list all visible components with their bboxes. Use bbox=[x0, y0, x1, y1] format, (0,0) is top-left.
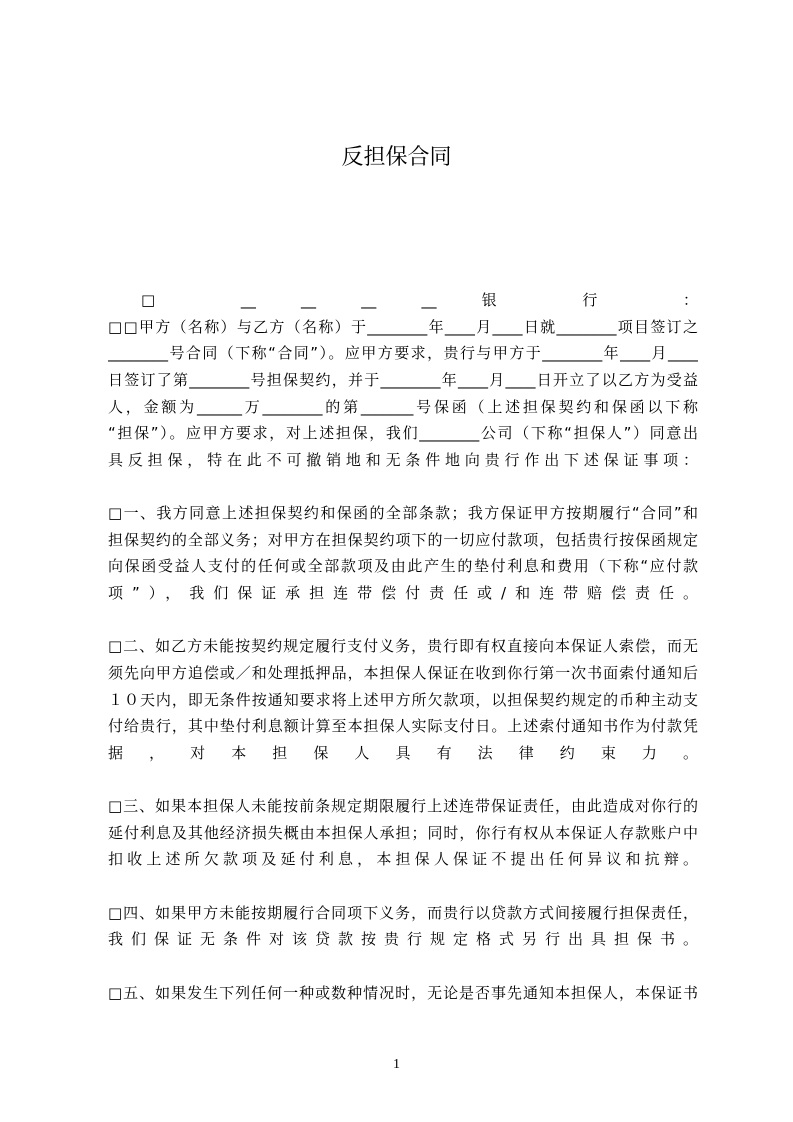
paragraph-line: 项”），我们保证承担连带偿付责任或/和连带赔偿责任。 bbox=[108, 584, 698, 603]
paragraph-line: 向保函受益人支付的任何或全部款项及由此产生的垫付利息和费用（下称“应付款 bbox=[108, 557, 698, 576]
document-body bbox=[108, 287, 698, 1006]
paragraph-line: 扣收上述所欠款项及延付利息，本担保人保证不提出任何异议和抗辩。 bbox=[108, 850, 698, 869]
paragraph-line: 我们保证无条件对该贷款按贵行规定格式另行出具担保书。 bbox=[108, 930, 698, 949]
salutation-line: □ __ __ __ __ 银 行 ： bbox=[141, 291, 698, 309]
paragraph-line: 延付利息及其他经济损失概由本担保人承担；同时，你行有权从本保证人存款账户中 bbox=[108, 823, 698, 842]
paragraph-line: 担保契约的全部义务；对甲方在担保契约项下的一切应付款项，包括贵行按保函规定 bbox=[108, 530, 698, 549]
clause-5-paragraph bbox=[108, 980, 698, 1007]
paragraph-line: □四、如果甲方未能按期履行合同项下义务，而贵行以贷款方式间接履行担保责任， bbox=[108, 903, 698, 922]
paragraph-line: 据，对本担保人具有法律约束力。 bbox=[108, 743, 698, 762]
page-number: 1 bbox=[393, 1057, 400, 1072]
clause-3-paragraph bbox=[108, 793, 698, 873]
paragraph-line: □二、如乙方未能按契约规定履行支付义务，贵行即有权直接向本保证人索偿，而无 bbox=[108, 637, 698, 656]
paragraph-line: 具反担保，特在此不可撤销地和无条件地向贵行作出下述保证事项： bbox=[108, 450, 698, 469]
paragraph-line: □三、如果本担保人未能按前条规定期限履行上述连带保证责任，由此造成对你行的 bbox=[108, 797, 698, 816]
intro-paragraph bbox=[108, 287, 698, 473]
paragraph-line: 须先向甲方追偿或／和处理抵押品，本担保人保证在收到你行第一次书面索付通知后 bbox=[108, 663, 698, 682]
clause-2-paragraph bbox=[108, 633, 698, 766]
paragraph-line: “担保”）。应甲方要求，对上述担保，我们________公司（下称“担保人”）同意出 bbox=[108, 424, 698, 443]
paragraph-line: □一、我方同意上述担保契约和保函的全部条款；我方保证甲方按期履行“合同”和 bbox=[108, 504, 698, 523]
paragraph-line: ________号合同（下称“合同”）。应甲方要求，贵行与甲方于________年____月____ bbox=[108, 344, 698, 363]
paragraph-line: □□甲方（名称）与乙方（名称）于________年____月____日就________项目签订之 bbox=[108, 317, 698, 336]
clause-4-paragraph bbox=[108, 900, 698, 953]
paragraph-line: １０天内，即无条件按通知要求将上述甲方所欠款项，以担保契约规定的币种主动支 bbox=[108, 690, 698, 709]
paragraph-line: 日签订了第________号担保契约，并于________年____月____日开立了以乙方为受益 bbox=[108, 370, 698, 389]
paragraph-line: 付给贵行，其中垫付利息额计算至本担保人实际支付日。上述索付通知书作为付款凭 bbox=[108, 717, 698, 736]
document-title: 反担保合同 bbox=[341, 145, 452, 170]
paragraph-line: 人，金额为______万________的第_______号保函（上述担保契约和保函以下称 bbox=[108, 397, 698, 416]
paragraph-line: □五、如果发生下列任何一种或数种情况时，无论是否事先通知本担保人，本保证书 bbox=[108, 983, 698, 1002]
clause-1-paragraph bbox=[108, 500, 698, 607]
